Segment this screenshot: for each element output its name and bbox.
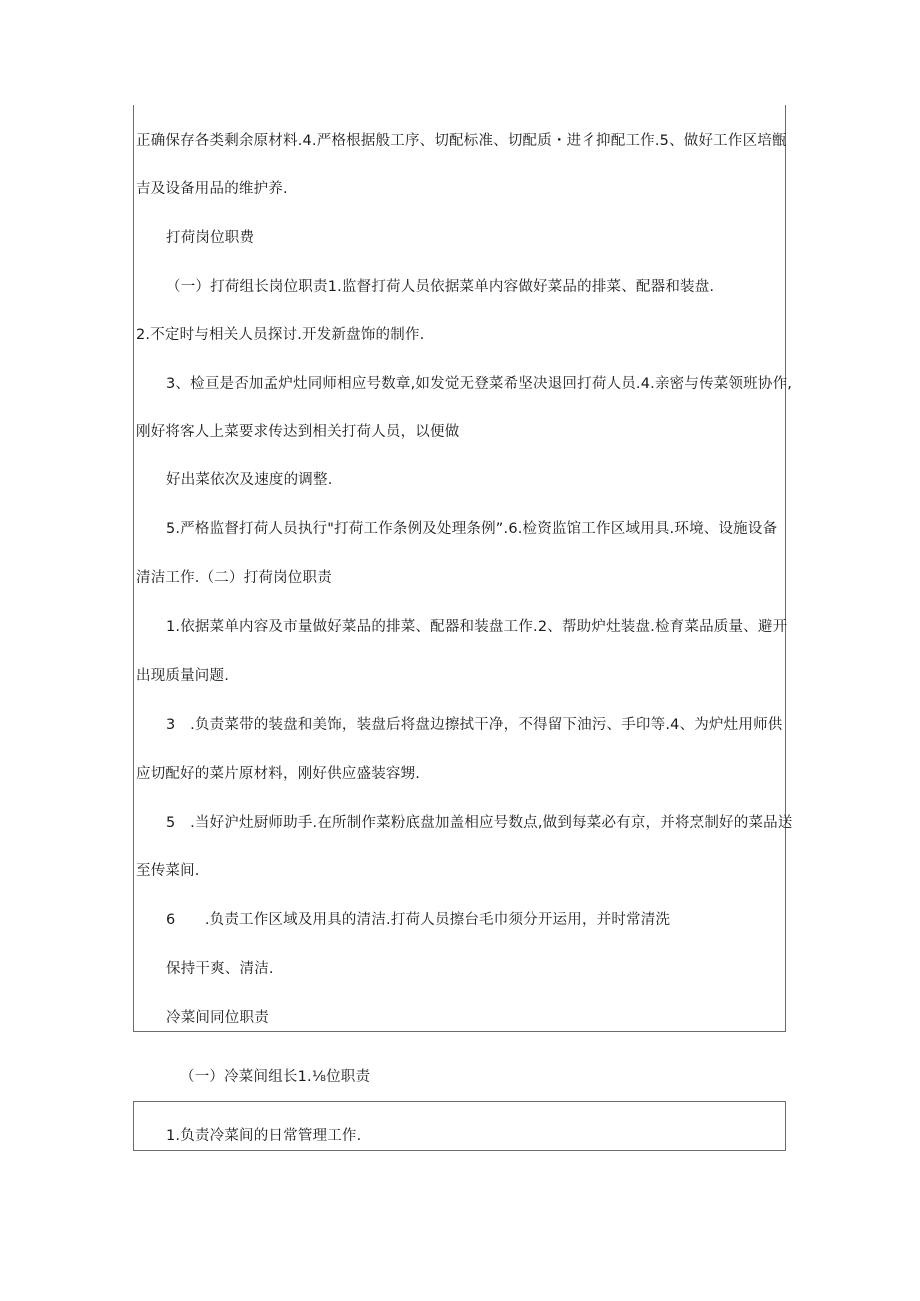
text-line: 3 .负责菜带的装盘和美饰，装盘后将盘边擦拭干净，不得留下油污、手印等.4、为炉灶用师供 bbox=[166, 717, 783, 733]
text-line: 5 .当好沪灶厨师助手.在所制作菜粉底盘加盖相应号数点,做到每菜必有京，并将烹制好的菜品送 bbox=[166, 815, 793, 831]
text-line: 清洁工作.（二）打荷岗位职责 bbox=[136, 570, 332, 586]
text-line: 出现质量问题. bbox=[136, 668, 230, 684]
text-line: 1.依据菜单内容及市量做好菜品的排菜、配器和装盘工作.2、帮助炉灶装盘.检育菜品质量、避开 bbox=[166, 619, 788, 635]
text-line: （一）打荷组长岗位职责1.监督打荷人员依据菜单内容做好菜品的排菜、配器和装盘. bbox=[166, 279, 715, 295]
text-line: 2.不定时与相关人员探讨.开发新盘饰的制作. bbox=[136, 327, 425, 343]
text-line: 吉及设备用品的维护养. bbox=[136, 181, 288, 197]
text-line: 5.严格监督打荷人员执行"打荷工作条例及处理条例”.6.检资监馆工作区域用具.环境、设施设备 bbox=[166, 521, 778, 537]
text-line: 刚好将客人上菜要求传达到相关打荷人员，以便做 bbox=[136, 424, 460, 440]
text-line: 正确保存各类剩余原材料.4.严格根据般工序、切配标准、切配质・进彳抑配工作.5、做好工作区培甑 bbox=[136, 133, 787, 149]
text-line: 1.负责冷菜间的日常管理工作. bbox=[166, 1128, 362, 1144]
text-line: 6 .负责工作区域及用具的清洁.打荷人员擦台毛巾须分开运用，并时常清洗 bbox=[166, 912, 671, 928]
text-line: 应切配好的菜片原材料，刚好供应盛装容甥. bbox=[136, 766, 421, 782]
text-line: 好出菜依次及速度的调整. bbox=[166, 472, 333, 488]
section-title: 冷菜间同位职责 bbox=[166, 1010, 269, 1026]
section-title: 打荷岗位职费 bbox=[166, 230, 255, 246]
text-line: 3、检亘是否加孟炉灶同师相应号数章,如发觉无登菜希坚决退回打荷人员.4.亲密与传菜领班协作, bbox=[166, 376, 793, 392]
subsection-heading: （一）冷菜间组长1.⅛位职责 bbox=[180, 1069, 371, 1085]
text-line: 保持干爽、清洁. bbox=[166, 961, 274, 977]
text-line: 至传菜间. bbox=[136, 863, 200, 879]
